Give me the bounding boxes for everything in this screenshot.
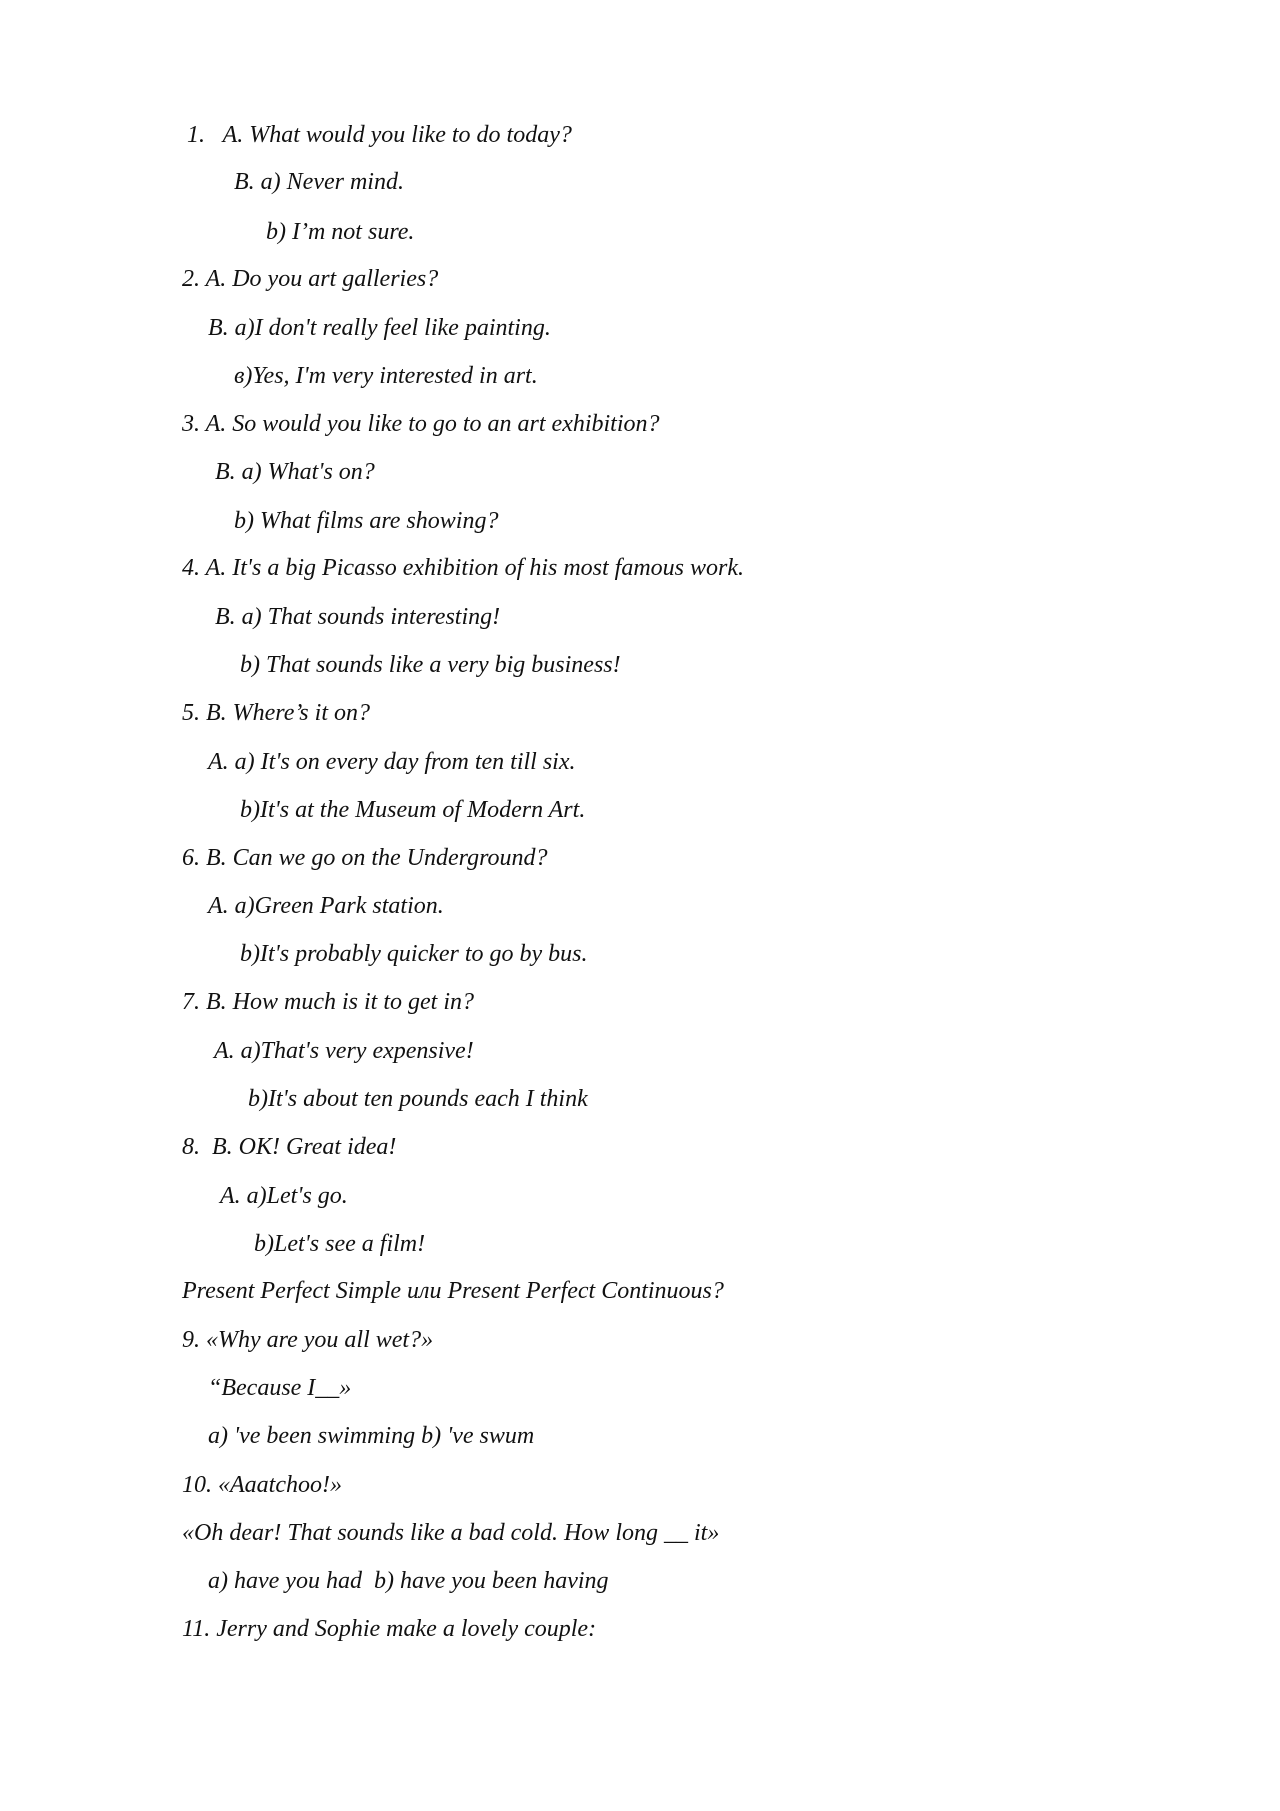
q10-options: a) have you had b) have you been having (208, 1568, 609, 1594)
q8-option-a: A. a)Let's go. (220, 1183, 348, 1209)
q5-option-b: b)It's at the Museum of Modern Art. (240, 797, 586, 823)
q5-option-a: A. a) It's on every day from ten till six. (208, 749, 576, 775)
q1-question: 1. A. What would you like to do today? (187, 122, 572, 148)
q6-option-a: A. a)Green Park station. (208, 893, 444, 919)
q2-option-b: в)Yes, I'm very interested in art. (234, 363, 538, 389)
q3-question: 3. A. So would you like to go to an art exhibition? (182, 411, 660, 437)
q10-question: 10. «Aaatchoo!» (182, 1472, 342, 1498)
q6-question: 6. B. Can we go on the Underground? (182, 845, 548, 871)
q2-question: 2. A. Do you art galleries? (182, 266, 439, 292)
q6-option-b: b)It's probably quicker to go by bus. (240, 941, 588, 967)
q1-option-a: B. a) Never mind. (234, 169, 404, 195)
q1-option-b: b) I’m not sure. (266, 219, 415, 245)
q4-option-b: b) That sounds like a very big business! (240, 652, 621, 678)
q8-question: 8. B. OK! Great idea! (182, 1134, 397, 1160)
q9-question: 9. «Why are you all wet?» (182, 1327, 434, 1353)
q3-option-a: B. a) What's on? (215, 459, 375, 485)
q8-option-b: b)Let's see a film! (254, 1231, 426, 1257)
q3-option-b: b) What films are showing? (234, 508, 499, 534)
q9-reply: “Because I__» (208, 1375, 352, 1401)
q4-question: 4. A. It's a big Picasso exhibition of his most famous work. (182, 555, 745, 581)
section-heading: Present Perfect Simple или Present Perfect Continuous? (182, 1278, 724, 1304)
q5-question: 5. B. Where’s it on? (182, 700, 370, 726)
q2-option-a: B. a)I don't really feel like painting. (208, 315, 551, 341)
q10-reply: «Oh dear! That sounds like a bad cold. How long __ it» (182, 1520, 720, 1546)
q7-option-b: b)It's about ten pounds each I think (248, 1086, 588, 1112)
q11-question: 11. Jerry and Sophie make a lovely couple: (182, 1616, 597, 1642)
q7-question: 7. B. How much is it to get in? (182, 989, 474, 1015)
q9-options: a) 've been swimming b) 've swum (208, 1423, 535, 1449)
q4-option-a: B. a) That sounds interesting! (215, 604, 501, 630)
q7-option-a: A. a)That's very expensive! (214, 1038, 474, 1064)
